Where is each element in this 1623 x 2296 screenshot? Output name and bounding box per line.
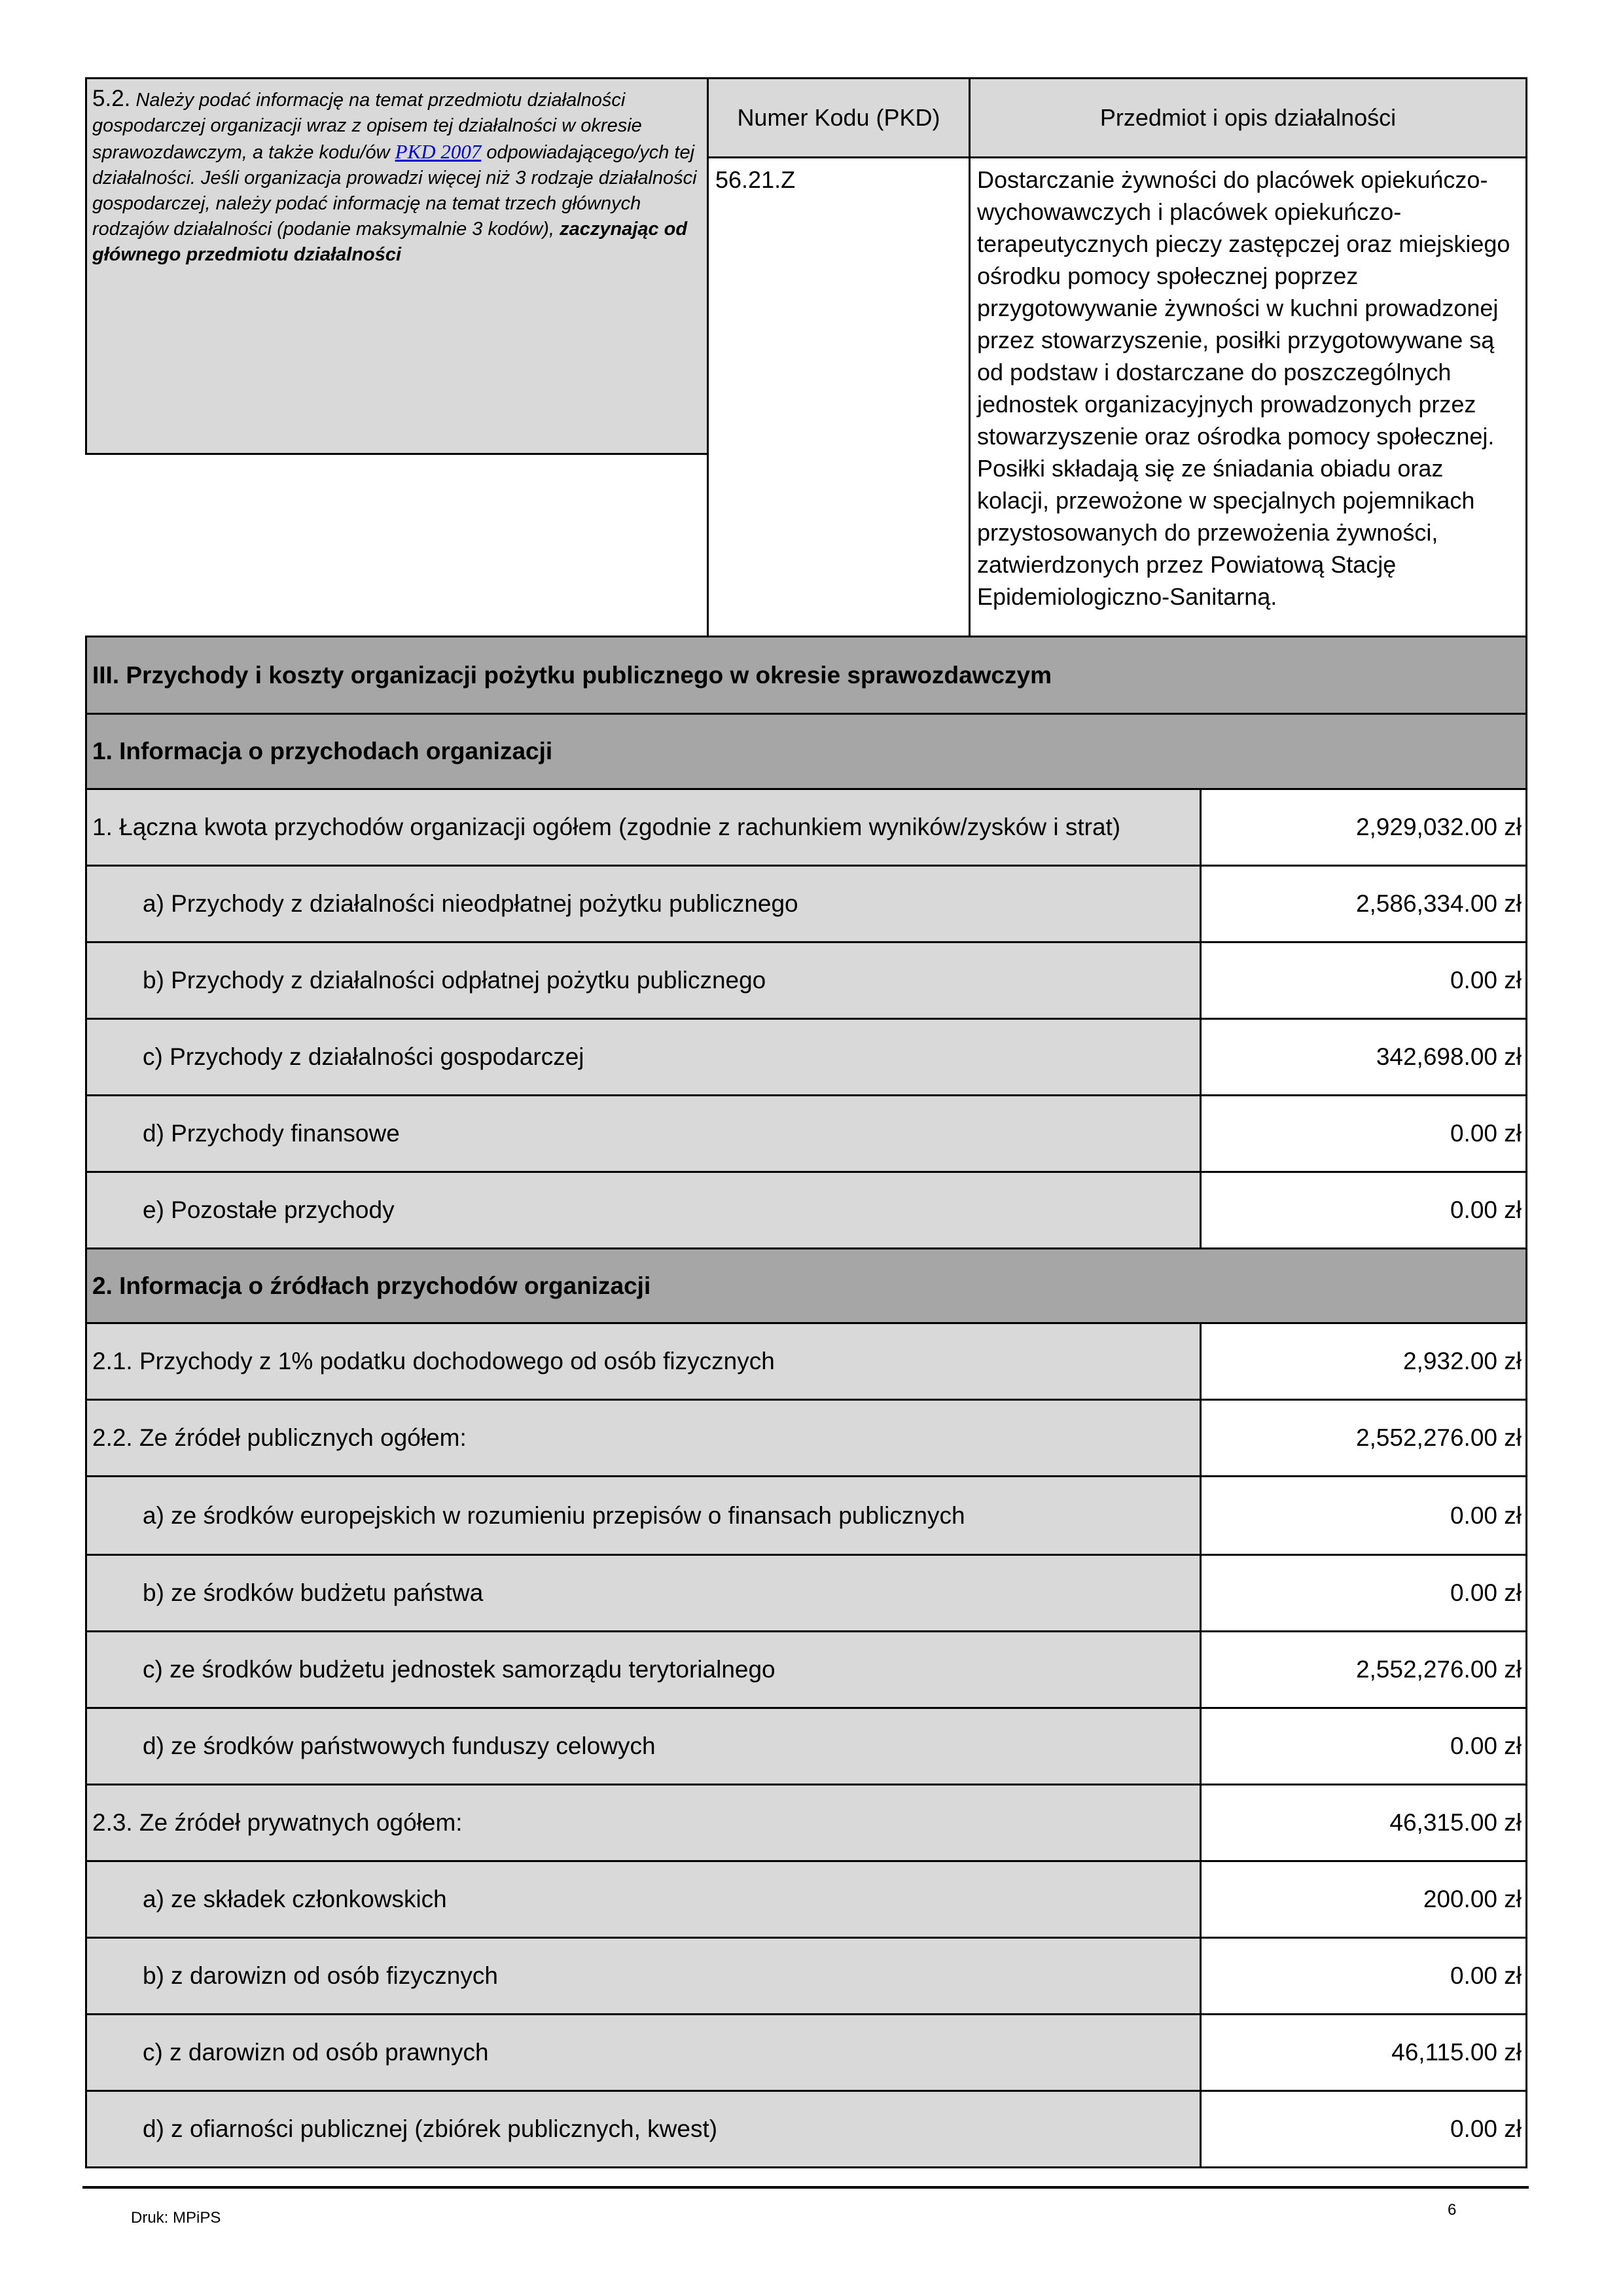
source-row-value-text: 0.00 zł xyxy=(1450,1501,1522,1529)
source-row-label-text: a) ze środków europejskich w rozumieniu przepisów o finansach publicznych xyxy=(143,1501,965,1529)
source-row-label xyxy=(85,1937,1202,2015)
source-row-value xyxy=(1200,1707,1527,1785)
footer-rule xyxy=(82,2186,1529,2189)
source-row-value-text: 2,552,276.00 zł xyxy=(1355,1656,1522,1683)
source-row-label xyxy=(85,1630,1202,1709)
income-row-value-text: 0.00 zł xyxy=(1450,1196,1522,1223)
income-sources-heading xyxy=(85,1247,1527,1324)
source-row-label-text: 2.2. Ze źródeł publicznych ogółem: xyxy=(92,1424,467,1451)
income-row-label xyxy=(85,788,1202,867)
section52-question-cell xyxy=(85,77,709,455)
source-row-label-text: c) ze środków budżetu jednostek samorządu terytorialnego xyxy=(143,1656,776,1683)
header-pkd-code xyxy=(707,77,971,158)
income-row-value xyxy=(1200,1018,1527,1096)
header-pkd-code-label: Numer Kodu (PKD) xyxy=(737,104,940,131)
income-row-label-text: 1. Łączna kwota przychodów organizacji ogółem (zgodnie z rachunkiem wyników/zysków i strat) xyxy=(92,814,1121,840)
source-row-label-text: 2.1. Przychody z 1% podatku dochodowego od osób fizycznych xyxy=(92,1348,775,1374)
income-row-label xyxy=(85,941,1202,1020)
source-row-value-text: 46,315.00 zł xyxy=(1389,1809,1522,1836)
pkd-2007-link[interactable]: PKD 2007 xyxy=(395,140,482,163)
income-row-label-text: a) Przychody z działalności nieodpłatnej pożytku publicznego xyxy=(143,890,798,917)
page-number: 6 xyxy=(1448,2201,1457,2219)
income-row-value xyxy=(1200,941,1527,1020)
activity-description-value: Dostarczanie żywności do placówek opiekuńczo-wychowawczych i placówek opiekuńczo-terapeutycznych pieczy zastępczej oraz miejskiego ośrodku pomocy społecznej poprzez przygotowywanie żywności w kuchni prowadzonej przez stowarzyszenie, posiłki przygotowywane są od podstaw i dostarczane do poszczególnych jednostek organizacyjnych prowadzonych przez stowarzyszenie oraz ośrodka pomocy społecznej. Posiłki składają się ze śniadania obiadu oraz kolacji, przewożone w specjalnych pojemnikach przystosowanych do przewożenia żywności, zatwierdzonych przez Powiatową Stację Epidemiologiczno-Sanitarną. xyxy=(977,166,1510,610)
header-activity-description xyxy=(969,77,1527,158)
income-row-label-text: b) Przychody z działalności odpłatnej pożytku publicznego xyxy=(143,967,766,994)
section3-title-text: III. Przychody i koszty organizacji pożytku publicznego w okresie sprawozdawczym xyxy=(92,661,1052,689)
income-row-label xyxy=(85,1171,1202,1249)
income-row-label xyxy=(85,1018,1202,1096)
source-row-value-text: 0.00 zł xyxy=(1450,2115,1522,2142)
source-row-label xyxy=(85,1475,1202,1556)
source-row-value xyxy=(1200,1322,1527,1401)
source-row-label xyxy=(85,1322,1202,1401)
pkd-code-value: 56.21.Z xyxy=(715,166,796,193)
income-row-value xyxy=(1200,1171,1527,1249)
source-row-label-text: b) ze środków budżetu państwa xyxy=(143,1579,484,1606)
income-row-value xyxy=(1200,865,1527,943)
income-row-label xyxy=(85,865,1202,943)
source-row-label-text: b) z darowizn od osób fizycznych xyxy=(143,1962,498,1989)
income-info-heading xyxy=(85,713,1527,790)
income-row-label-text: e) Pozostałe przychody xyxy=(143,1196,395,1223)
source-row-label-text: d) z ofiarności publicznej (zbiórek publicznych, kwest) xyxy=(143,2115,718,2142)
source-row-label xyxy=(85,1554,1202,1632)
section3-title xyxy=(85,636,1527,715)
income-row-label xyxy=(85,1094,1202,1173)
section52-number: 5.2. xyxy=(92,86,131,111)
source-row-label-text: d) ze środków państwowych funduszy celowych xyxy=(143,1732,656,1759)
source-row-label xyxy=(85,2090,1202,2168)
source-row-value-text: 2,932.00 zł xyxy=(1402,1348,1522,1374)
pkd-code-cell xyxy=(707,156,971,637)
source-row-label xyxy=(85,2013,1202,2092)
source-row-label xyxy=(85,1784,1202,1862)
source-row-value xyxy=(1200,1937,1527,2015)
source-row-value-text: 2,552,276.00 zł xyxy=(1355,1424,1522,1451)
source-row-value-text: 0.00 zł xyxy=(1450,1579,1522,1606)
income-row-value-text: 0.00 zł xyxy=(1450,967,1522,994)
income-info-heading-text: 1. Informacja o przychodach organizacji xyxy=(92,738,553,764)
source-row-label-text: 2.3. Ze źródeł prywatnych ogółem: xyxy=(92,1809,463,1836)
income-row-value-text: 2,586,334.00 zł xyxy=(1355,890,1522,917)
income-row-label-text: c) Przychody z działalności gospodarczej xyxy=(143,1043,584,1070)
source-row-label xyxy=(85,1860,1202,1939)
source-row-value-text: 0.00 zł xyxy=(1450,1732,1522,1759)
footer-print-label: Druk: MPiPS xyxy=(131,2209,221,2227)
income-sources-heading-text: 2. Informacja o źródłach przychodów organizacji xyxy=(92,1272,651,1299)
activity-description-cell xyxy=(969,156,1527,637)
source-row-label xyxy=(85,1707,1202,1785)
income-row-value xyxy=(1200,788,1527,867)
source-row-value xyxy=(1200,1860,1527,1939)
source-row-label-text: c) z darowizn od osób prawnych xyxy=(143,2039,489,2066)
income-row-value-text: 342,698.00 zł xyxy=(1376,1043,1522,1070)
source-row-value xyxy=(1200,1475,1527,1556)
source-row-value xyxy=(1200,1399,1527,1477)
section52-question-text xyxy=(87,79,707,268)
income-row-value-text: 0.00 zł xyxy=(1450,1120,1522,1147)
source-row-value xyxy=(1200,1784,1527,1862)
section52-text-part1: Należy podać informację na temat przedmiotu działalności gospodarczej organizacji wraz z opisem tej działalności w okresie sprawozdawczym, a także kodu/ów xyxy=(92,90,642,163)
income-row-value xyxy=(1200,1094,1527,1173)
section52-text-part2: odpowiadającego/ych tej działalności. Jeśli organizacja prowadzi więcej niż 3 rodzaje działalności gospodarczej, należy podać informację na temat trzech głównych rodzajów działalności (podanie maksymalnie 3 kodów), xyxy=(92,142,697,240)
source-row-value-text: 0.00 zł xyxy=(1450,1962,1522,1989)
income-row-label-text: d) Przychody finansowe xyxy=(143,1120,400,1147)
source-row-value xyxy=(1200,1630,1527,1709)
source-row-value-text: 46,115.00 zł xyxy=(1391,2039,1522,2066)
header-activity-description-label: Przedmiot i opis działalności xyxy=(1099,104,1397,131)
source-row-value xyxy=(1200,2013,1527,2092)
source-row-value xyxy=(1200,1554,1527,1632)
income-row-value-text: 2,929,032.00 zł xyxy=(1355,814,1522,840)
source-row-value-text: 200.00 zł xyxy=(1423,1886,1522,1912)
source-row-value xyxy=(1200,2090,1527,2168)
section52-text-bold: zaczynając od głównego przedmiotu działalności xyxy=(92,219,688,265)
source-row-label xyxy=(85,1399,1202,1477)
source-row-label-text: a) ze składek członkowskich xyxy=(143,1886,447,1912)
